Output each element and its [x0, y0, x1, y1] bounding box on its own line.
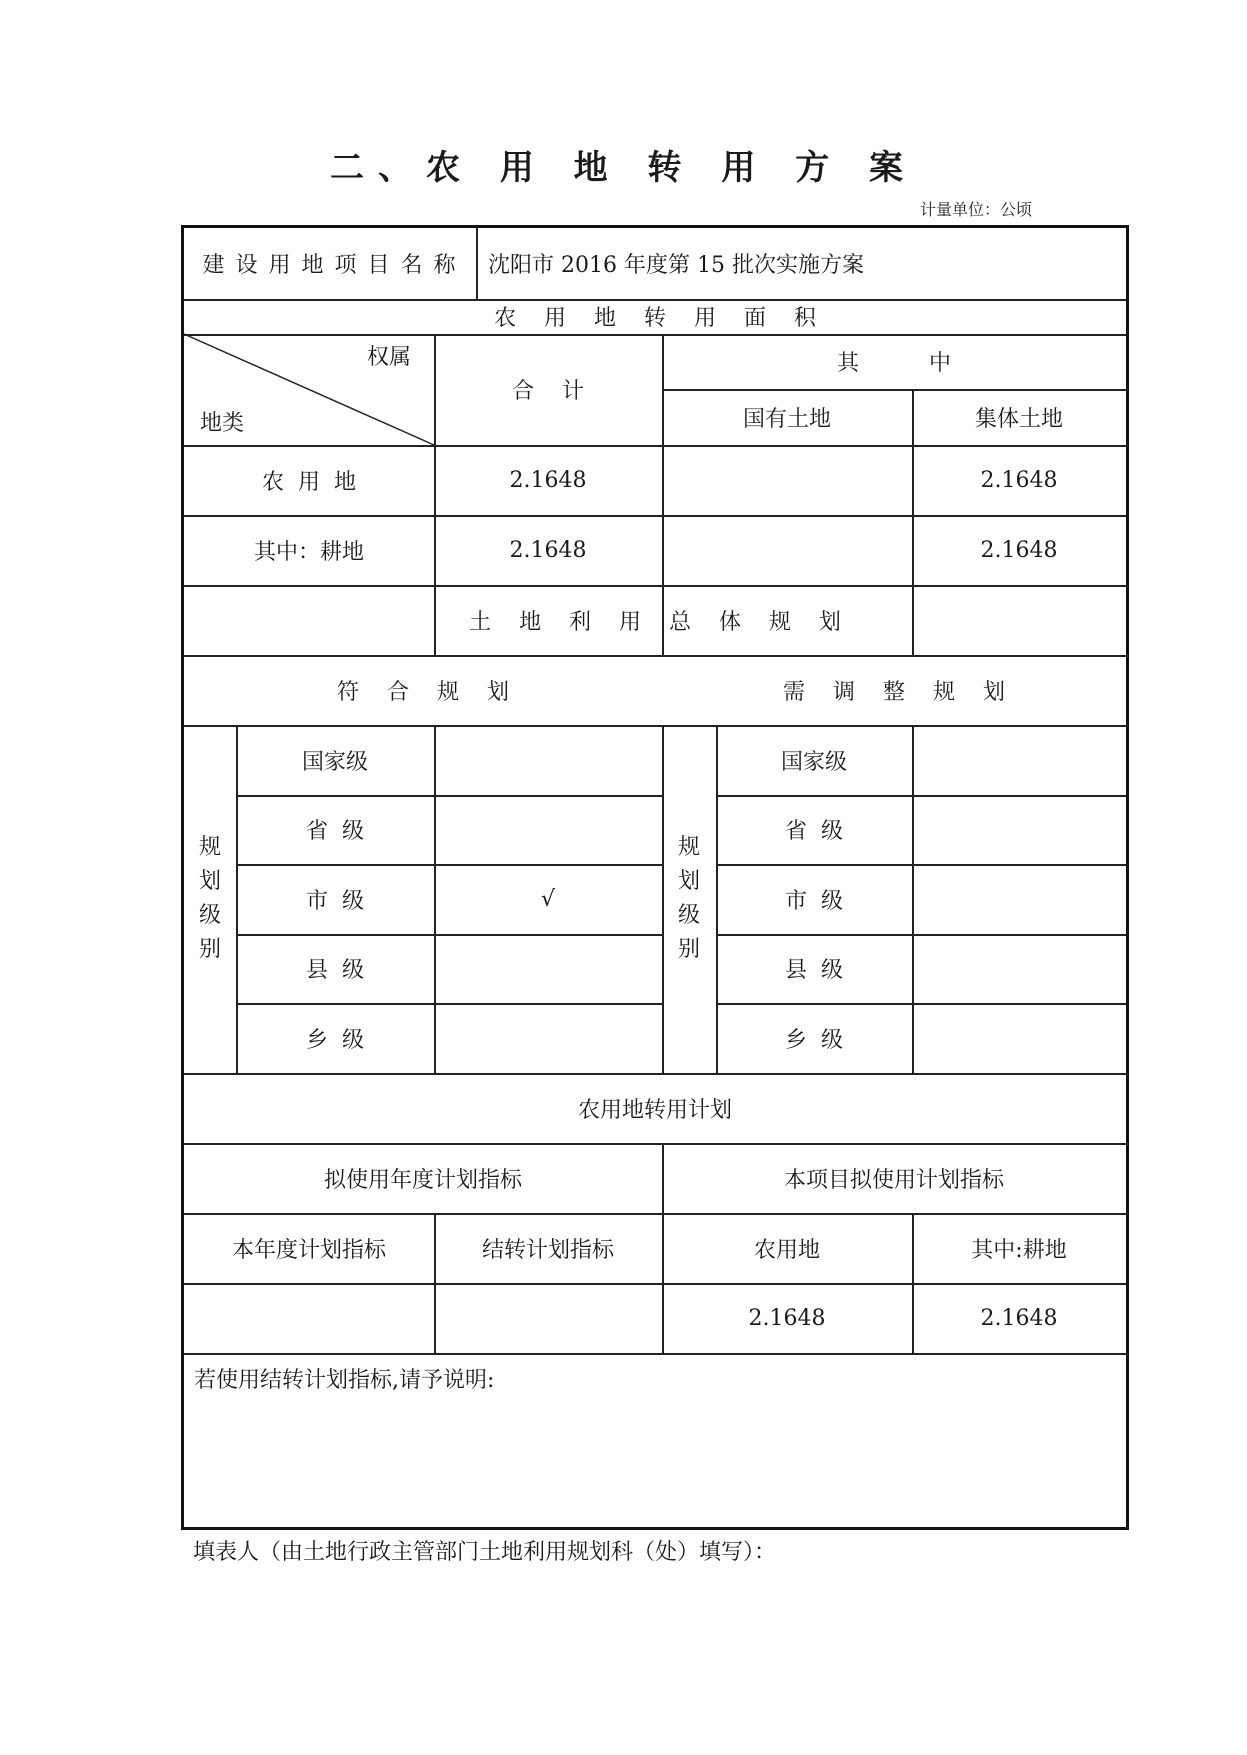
level-label-right: [662, 725, 716, 1073]
label-char: 规: [198, 835, 221, 860]
row-state: [662, 445, 912, 515]
row-state: [662, 515, 912, 585]
page-title: 二、农 用 地 转 用 方 案: [329, 148, 918, 188]
value-carryover: [434, 1283, 662, 1353]
corner-bottom-label: 地类: [199, 410, 244, 436]
conversion-form: [181, 225, 1129, 1530]
area-section-header: 农 用 地 转 用 面 积: [494, 306, 816, 331]
row-collective: 2.1648: [980, 537, 1058, 563]
label-char: 划: [677, 869, 700, 894]
col-farmland: 农用地: [753, 1237, 820, 1263]
label-char: 别: [198, 937, 221, 962]
col-qizhong-header: 其 中: [837, 351, 951, 376]
row-label: 其中：耕地: [253, 539, 364, 565]
row-collective: 2.1648: [980, 467, 1058, 493]
conform-mark: [434, 934, 662, 1003]
value-cultivated: 2.1648: [980, 1305, 1058, 1331]
adjust-mark: [912, 725, 1126, 795]
level-name: 县 级: [306, 958, 364, 983]
adjust-mark: [912, 1003, 1126, 1073]
unit-note: 计量单位：公顷: [920, 200, 1033, 219]
carryover-note-label: 若使用结转计划指标,请予说明:: [194, 1368, 495, 1393]
conform-mark: [434, 725, 662, 795]
conform-header: 符 合 规 划: [337, 679, 509, 705]
value-farmland: 2.1648: [748, 1305, 826, 1331]
row-label: 农 用 地: [262, 469, 356, 495]
col-cultivated: 其中:耕地: [971, 1237, 1067, 1263]
level-name: 国家级: [301, 749, 368, 775]
level-name: 省 级: [785, 819, 843, 844]
label-char: 级: [677, 903, 700, 928]
col-state-header: 国有土地: [742, 406, 831, 432]
label-char: 划: [198, 869, 221, 894]
level-name: 市 级: [785, 888, 843, 914]
level-name: 国家级: [780, 749, 847, 775]
row-total: 2.1648: [509, 537, 587, 563]
col-collective-header: 集体土地: [974, 406, 1063, 432]
level-name: 乡 级: [785, 1027, 843, 1053]
adjust-mark: [912, 934, 1126, 1003]
level-name: 省 级: [306, 819, 364, 844]
adjust-mark: [912, 795, 1126, 864]
level-label-left: [184, 725, 236, 1073]
col-this-year: 本年度计划指标: [231, 1237, 386, 1263]
col-total-header: 合 计: [512, 379, 584, 404]
planning-section-header: 土 地 利 用 总 体 规 划: [469, 609, 841, 635]
label-char: 规: [677, 835, 700, 860]
level-name: 乡 级: [306, 1027, 364, 1053]
annual-indicator-header: 拟使用年度计划指标: [323, 1167, 522, 1193]
adjust-header: 需 调 整 规 划: [783, 679, 1005, 705]
project-name-value: 沈阳市 2016 年度第 15 批次实施方案: [488, 253, 864, 278]
form-filler-note: 填表人（由土地行政主管部门土地利用规划科（处）填写）：: [193, 1540, 777, 1565]
label-char: 别: [677, 937, 700, 962]
project-name-label: 建 设 用 地 项 目 名 称: [202, 253, 458, 278]
col-carryover: 结转计划指标: [481, 1237, 614, 1263]
row-total: 2.1648: [509, 467, 587, 493]
label-char: 级: [198, 903, 221, 928]
corner-top-label: 权属: [366, 344, 411, 370]
level-name: 市 级: [306, 888, 364, 914]
project-indicator-header: 本项目拟使用计划指标: [783, 1167, 1004, 1193]
plan-section-header: 农用地转用计划: [577, 1097, 732, 1123]
adjust-mark: [912, 864, 1126, 934]
value-this-year: [184, 1283, 434, 1353]
conform-mark: √: [540, 886, 556, 912]
level-name: 县 级: [785, 958, 843, 983]
conform-mark: [434, 795, 662, 864]
conform-mark: [434, 1003, 662, 1073]
